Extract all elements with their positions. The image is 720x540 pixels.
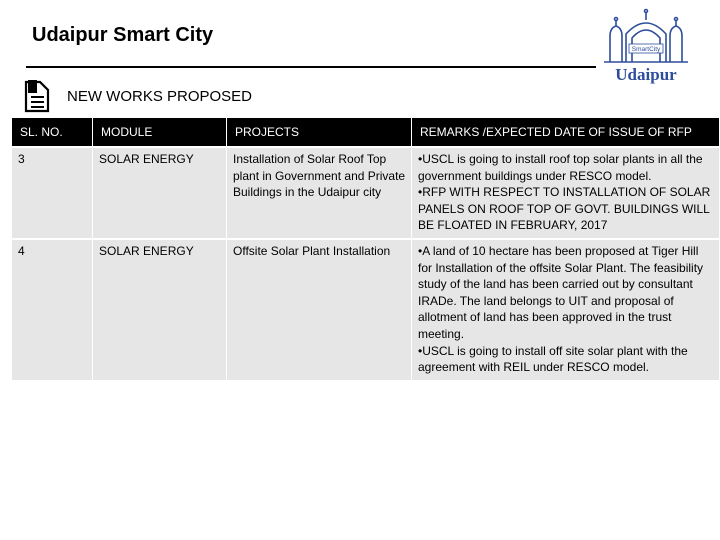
document-icon (22, 78, 52, 114)
column-header-remarks: REMARKS /EXPECTED DATE OF ISSUE OF RFP (411, 118, 719, 146)
works-table (12, 118, 719, 380)
section-heading: NEW WORKS PROPOSED (67, 88, 253, 105)
table-row (12, 238, 719, 380)
cell-sl-no: 3 (12, 146, 92, 238)
udaipur-smart-city-logo (596, 6, 696, 86)
cell-remarks (411, 238, 719, 380)
remark-bullet: •RFP WITH RESPECT TO INSTALLATION OF SOLAR PANELS ON ROOF TOP OF GOVT. BUILDINGS WILL BE FLOATED IN FEBRUARY, 2017 (418, 185, 711, 233)
remark-bullet: •USCL is going to install off site solar plant with the agreement with REIL under RESCO model. (418, 343, 688, 375)
logo-tagline: SmartCity (631, 46, 661, 53)
column-header-sl-no: SL. NO. (12, 118, 92, 146)
cell-remarks (411, 146, 719, 238)
cell-project: Installation of Solar Roof Top plant in Government and Private Buildings in the Udaipur city (226, 146, 411, 238)
table-header-row (12, 118, 719, 146)
title-divider (26, 66, 596, 68)
cell-module: SOLAR ENERGY (92, 238, 226, 380)
column-header-module: MODULE (92, 118, 226, 146)
cell-project: Offsite Solar Plant Installation (226, 238, 411, 380)
cell-sl-no: 4 (12, 238, 92, 380)
page-title: Udaipur Smart City (32, 24, 214, 46)
column-header-projects: PROJECTS (226, 118, 411, 146)
remark-bullet: •USCL is going to install roof top solar plants in all the government buildings under RESCO model. (418, 152, 703, 183)
cell-module: SOLAR ENERGY (92, 146, 226, 238)
table-row (12, 146, 719, 238)
remark-bullet: •A land of 10 hectare has been proposed at Tiger Hill for Installation of the offsite Solar Plant. The feasibility study of the land has been carried out by consultant IRADe. The land belongs to UIT and proposal of allotment of land has been approved in the trust meeting. (418, 243, 704, 341)
logo-wordmark: Udaipur (615, 65, 677, 84)
